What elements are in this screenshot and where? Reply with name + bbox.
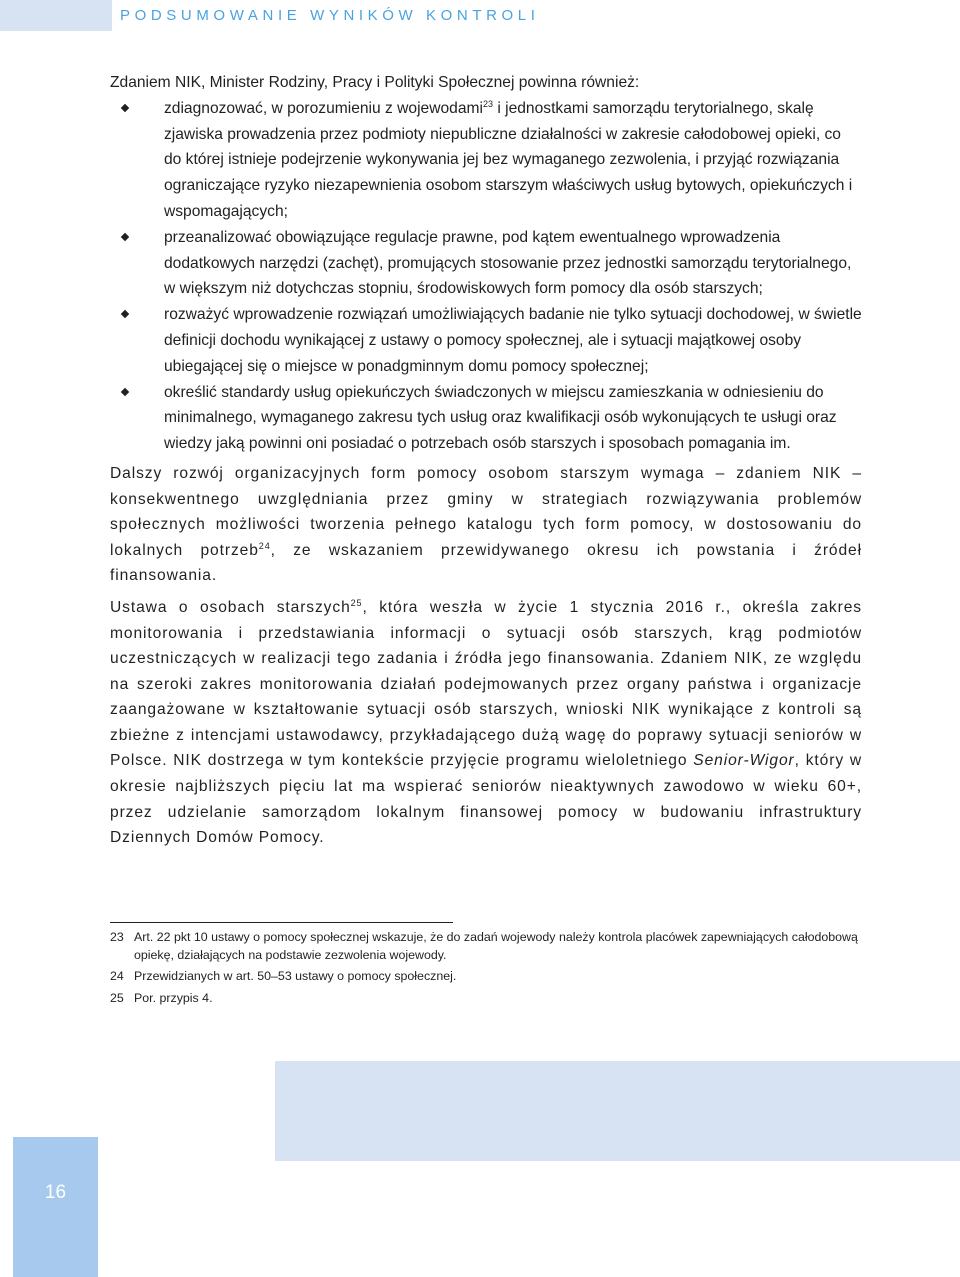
paragraph-text: , która weszła w życie 1 stycznia 2016 r., określa zakres monitorowania i przedstawiania informacji o sytuacji osób starszych, krąg podmiotów uczestniczących w realizacji tego zadania i źródła jego finansowania. Zdaniem NIK, ze względu na szeroki zakres monitorowania działań podejmowanych przez organy państwa i organizacje zaangażowane w kształtowanie sytuacji osób starszych, wnioski NIK wynikające z kontroli są zbieżne z intencjami ustawodawcy, przykładającego dużą wagę do poprawy sytuacji seniorów w Polsce. NIK dostrzega w tym kontekście przyjęcie programu wieloletniego bbox=[110, 598, 862, 770]
paragraph-text: , który w okresie najbliższych pięciu lat ma wspierać seniorów nieaktywnych zawodowo w wieku 60+, przez udzielanie samorządom lokalnym finansowej pomocy w budowaniu infrastruktury Dziennych Domów Pomocy. bbox=[110, 752, 863, 847]
footnote-ref: 25 bbox=[350, 597, 363, 608]
page-number-box bbox=[13, 1137, 98, 1277]
paragraph bbox=[110, 461, 862, 589]
paragraph-text: Ustawa o osobach starszych bbox=[110, 598, 351, 616]
list-item-text: określić standardy usług opiekuńczych świadczonych w miejscu zamieszkania w odniesieniu do minimalnego, wymaganego zakresu tych usług oraz kwalifikacji osób wykonujących te usługi oraz wiedzy jaką powinni oni posiadać o potrzebach osób starszych i sposobach pomagania im. bbox=[164, 383, 837, 453]
footnote-ref: 23 bbox=[482, 98, 493, 109]
footer-band bbox=[275, 1061, 960, 1161]
recommendation-list bbox=[110, 96, 862, 457]
program-name: Senior-Wigor bbox=[693, 752, 795, 770]
diamond-bullet-icon bbox=[121, 387, 129, 395]
footnote-text: Przewidzianych w art. 50–53 ustawy o pomocy społecznej. bbox=[134, 969, 457, 984]
list-item bbox=[110, 380, 862, 457]
footnote-ref: 24 bbox=[258, 540, 271, 551]
footnote-text: Por. przypis 4. bbox=[134, 990, 213, 1005]
footnote bbox=[110, 968, 862, 986]
paragraph bbox=[110, 595, 862, 851]
paragraph-text: Dalszy rozwój organizacyjnych form pomocy osobom starszym wymaga – zdaniem NIK – konsekwentnego uwzględniania przez gminy w strategiach rozwiązywania problemów społecznych możliwości tworzenia pełnego katalogu tych form pomocy, w dostosowaniu do lokalnych potrzeb bbox=[110, 464, 862, 559]
footnote-number: 25 bbox=[110, 990, 124, 1005]
list-item-text: rozważyć wprowadzenie rozwiązań umożliwiających badanie nie tylko sytuacji dochodowej, w świetle definicji dochodu wynikającej z ustawy o pomocy społecznej, ale i sytuacji majątkowej osoby ubiegającej się o miejsce w ponadgminnym domu pomocy społecznej; bbox=[164, 306, 862, 375]
footnotes bbox=[110, 929, 862, 1011]
section-title: PODSUMOWANIE WYNIKÓW KONTROLI bbox=[112, 0, 960, 31]
footnote-number: 24 bbox=[110, 969, 124, 984]
list-item bbox=[110, 96, 862, 225]
paragraph-text: , ze wskazaniem przewidywanego okresu ich powstania i źródeł finansowania. bbox=[110, 541, 862, 585]
footnote-divider bbox=[110, 922, 453, 923]
diamond-bullet-icon bbox=[121, 233, 129, 241]
footnote-text: Art. 22 pkt 10 ustawy o pomocy społecznej wskazuje, że do zadań wojewody należy kontrola placówek zapewniających całodobową opiekę, działających na podstawie zezwolenia wojewody. bbox=[134, 930, 858, 962]
intro-text: Zdaniem NIK, Minister Rodziny, Pracy i Polityki Społecznej powinna również: bbox=[110, 74, 640, 91]
footnote-number: 23 bbox=[110, 930, 124, 944]
main-content bbox=[110, 70, 862, 851]
page-number: 16 bbox=[44, 1182, 67, 1203]
footnote bbox=[110, 990, 862, 1008]
footnote bbox=[110, 929, 862, 964]
diamond-bullet-icon bbox=[121, 310, 129, 318]
list-item-text: zdiagnozować, w porozumieniu z wojewodami bbox=[164, 99, 483, 117]
list-item bbox=[110, 302, 862, 379]
list-item bbox=[110, 225, 862, 302]
list-item-text: przeanalizować obowiązujące regulacje prawne, pod kątem ewentualnego wprowadzenia dodatkowych narzędzi (zachęt), promujących stosowanie przez jednostki samorządu terytorialnego, w większym niż dotychczas stopniu, środowiskowych form pomocy dla osób starszych; bbox=[164, 228, 852, 298]
diamond-bullet-icon bbox=[121, 104, 129, 112]
list-item-text: i jednostkami samorządu terytorialnego, skalę zjawiska prowadzenia przez podmioty niepubliczne działalności w zakresie całodobowej opieki, co do której istnieje podejrzenie wykonywania jej bez wymaganego zezwolenia, i przyjąć rozwiązania ograniczające ryzyko niezapewnienia osobom starszym właściwych usług bytowych, opiekuńczych i wspomagających; bbox=[164, 99, 853, 220]
